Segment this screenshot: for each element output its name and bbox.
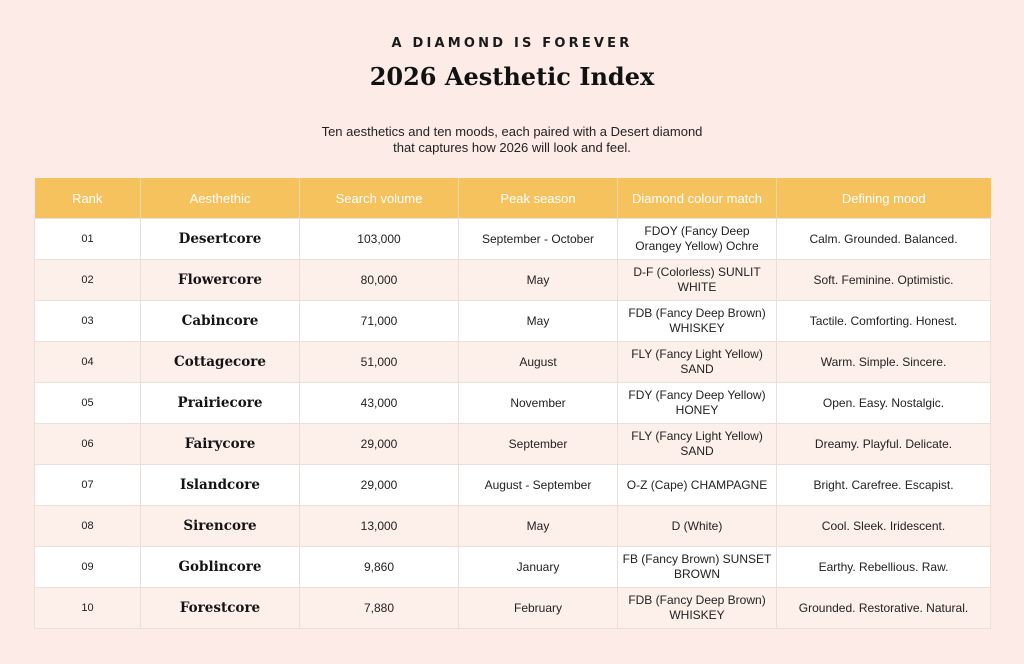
defining-mood-cell: Dreamy. Playful. Delicate. <box>777 424 991 465</box>
table-row <box>35 342 991 383</box>
rank-cell: 06 <box>35 424 141 465</box>
search-volume-cell: 29,000 <box>300 465 459 506</box>
column-header-diamond-colour: Diamond colour match <box>618 178 777 219</box>
peak-season-cell: May <box>459 301 618 342</box>
aesthetic-cell: Fairycore <box>141 424 300 465</box>
peak-season-cell: May <box>459 260 618 301</box>
rank-cell: 09 <box>35 547 141 588</box>
diamond-colour-cell: O-Z (Cape) CHAMPAGNE <box>618 465 777 506</box>
diamond-colour-cell: FDB (Fancy Deep Brown) WHISKEY <box>618 301 777 342</box>
diamond-colour-cell: D-F (Colorless) SUNLIT WHITE <box>618 260 777 301</box>
diamond-colour-cell: FDY (Fancy Deep Yellow) HONEY <box>618 383 777 424</box>
peak-season-cell: May <box>459 506 618 547</box>
column-header-search-volume: Search volume <box>300 178 459 219</box>
eyebrow-label: A DIAMOND IS FOREVER <box>391 36 633 51</box>
aesthetic-cell: Desertcore <box>141 219 300 260</box>
peak-season-cell: January <box>459 547 618 588</box>
table-row <box>35 547 991 588</box>
table-row <box>35 424 991 465</box>
column-header-rank: Rank <box>35 178 141 219</box>
column-header-peak-season: Peak season <box>459 178 618 219</box>
search-volume-cell: 13,000 <box>300 506 459 547</box>
column-header-defining-mood: Defining mood <box>777 178 991 219</box>
search-volume-cell: 43,000 <box>300 383 459 424</box>
diamond-colour-cell: FDB (Fancy Deep Brown) WHISKEY <box>618 588 777 629</box>
defining-mood-cell: Cool. Sleek. Iridescent. <box>777 506 991 547</box>
table-header-row <box>35 178 991 219</box>
rank-cell: 04 <box>35 342 141 383</box>
search-volume-cell: 7,880 <box>300 588 459 629</box>
table-row <box>35 465 991 506</box>
peak-season-cell: September - October <box>459 219 618 260</box>
diamond-colour-cell: D (White) <box>618 506 777 547</box>
peak-season-cell: November <box>459 383 618 424</box>
diamond-colour-cell: FLY (Fancy Light Yellow) SAND <box>618 424 777 465</box>
peak-season-cell: February <box>459 588 618 629</box>
rank-cell: 01 <box>35 219 141 260</box>
peak-season-cell: September <box>459 424 618 465</box>
search-volume-cell: 103,000 <box>300 219 459 260</box>
search-volume-cell: 51,000 <box>300 342 459 383</box>
page-title: 2026 Aesthetic Index <box>369 62 655 91</box>
defining-mood-cell: Tactile. Comforting. Honest. <box>777 301 991 342</box>
rank-cell: 08 <box>35 506 141 547</box>
table-row <box>35 383 991 424</box>
aesthetic-cell: Cottagecore <box>141 342 300 383</box>
search-volume-cell: 9,860 <box>300 547 459 588</box>
aesthetic-cell: Forestcore <box>141 588 300 629</box>
diamond-colour-cell: FDOY (Fancy Deep Orangey Yellow) Ochre <box>618 219 777 260</box>
defining-mood-cell: Earthy. Rebellious. Raw. <box>777 547 991 588</box>
table-row <box>35 506 991 547</box>
peak-season-cell: August - September <box>459 465 618 506</box>
search-volume-cell: 80,000 <box>300 260 459 301</box>
aesthetic-cell: Cabincore <box>141 301 300 342</box>
subtitle-line-1: Ten aesthetics and ten moods, each paired with a Desert diamond <box>321 124 703 139</box>
defining-mood-cell: Soft. Feminine. Optimistic. <box>777 260 991 301</box>
diamond-colour-cell: FB (Fancy Brown) SUNSET BROWN <box>618 547 777 588</box>
table-row <box>35 588 991 629</box>
rank-cell: 03 <box>35 301 141 342</box>
rank-cell: 02 <box>35 260 141 301</box>
subtitle-line-2: that captures how 2026 will look and feel. <box>393 140 631 155</box>
table-row <box>35 219 991 260</box>
rank-cell: 05 <box>35 383 141 424</box>
aesthetic-cell: Flowercore <box>141 260 300 301</box>
peak-season-cell: August <box>459 342 618 383</box>
aesthetic-cell: Prairiecore <box>141 383 300 424</box>
aesthetic-cell: Sirencore <box>141 506 300 547</box>
defining-mood-cell: Warm. Simple. Sincere. <box>777 342 991 383</box>
subtitle <box>262 124 762 156</box>
defining-mood-cell: Bright. Carefree. Escapist. <box>777 465 991 506</box>
search-volume-cell: 29,000 <box>300 424 459 465</box>
rank-cell: 10 <box>35 588 141 629</box>
table-row <box>35 301 991 342</box>
diamond-colour-cell: FLY (Fancy Light Yellow) SAND <box>618 342 777 383</box>
column-header-aesthetic: Aesthethic <box>141 178 300 219</box>
aesthetic-cell: Islandcore <box>141 465 300 506</box>
defining-mood-cell: Calm. Grounded. Balanced. <box>777 219 991 260</box>
search-volume-cell: 71,000 <box>300 301 459 342</box>
aesthetic-index-table <box>34 178 991 629</box>
rank-cell: 07 <box>35 465 141 506</box>
aesthetic-cell: Goblincore <box>141 547 300 588</box>
defining-mood-cell: Open. Easy. Nostalgic. <box>777 383 991 424</box>
table-row <box>35 260 991 301</box>
defining-mood-cell: Grounded. Restorative. Natural. <box>777 588 991 629</box>
